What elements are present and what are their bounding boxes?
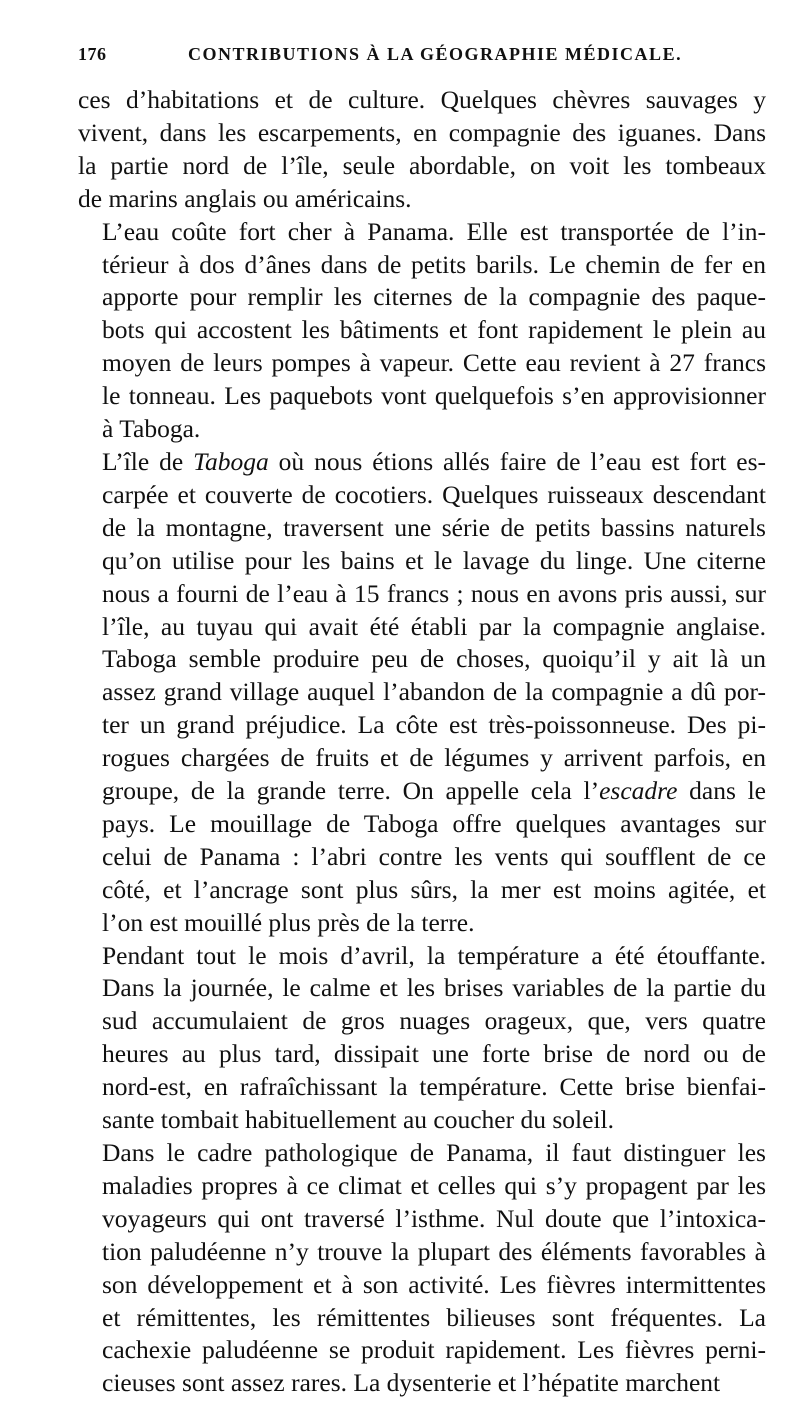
text-line: qu’on utilise pour les bains et le lavage du linge. Une citerne [102, 545, 766, 575]
running-title: CONTRIBUTIONS À LA GÉOGRAPHIE MÉDICALE. [188, 44, 683, 64]
text-line: côté, et l’ancrage sont plus sûrs, la mer est moins agitée, et [102, 874, 766, 904]
paragraph [78, 216, 766, 446]
text-line: bots qui accostent les bâtiments et font rapidement le plein au [102, 315, 766, 345]
text-line: nord-est, en rafraîchissant la température. Cette brise bienfai- [102, 1072, 766, 1102]
text-line: Dans la journée, le calme et les brises variables de la partie du [102, 973, 766, 1003]
text-line: voyageurs qui ont traversé l’isthme. Nul doute que l’intoxica- [102, 1203, 766, 1233]
text-line: ter un grand préjudice. La côte est très-poissonneuse. Des pi- [102, 710, 766, 740]
text-line: celui de Panama : l’abri contre les vents qui soufflent de ce [102, 841, 766, 871]
text-line: pays. Le mouillage de Taboga offre quelques avantages sur [102, 808, 766, 838]
text-line: apporte pour remplir les citernes de la compagnie des paque- [102, 282, 766, 312]
text-line: ces d’habitations et de culture. Quelques chèvres sauvages y [78, 85, 766, 114]
text-line: tion paludéenne n’y trouve la plupart des éléments favorables à [102, 1236, 766, 1266]
text-line: carpée et couverte de cocotiers. Quelques ruisseaux descendant [102, 479, 766, 509]
text-line: moyen de leurs pompes à vapeur. Cette eau revient à 27 francs [102, 348, 766, 378]
text-line: groupe, de la grande terre. On appelle cela l’escadre dans le [102, 776, 766, 806]
text-line: de marins anglais ou américains. [78, 183, 412, 213]
page-header [78, 44, 766, 80]
text-line: Taboga semble produire peu de choses, quoiqu’il y ait là un [102, 644, 766, 674]
text-line: à Taboga. [102, 414, 201, 444]
text-line: son développement et à son activité. Les fièvres intermittentes [102, 1269, 766, 1299]
paragraph [78, 940, 766, 1137]
text-line: Dans le cadre pathologique de Panama, il faut distinguer les [102, 1138, 766, 1167]
page-number: 176 [78, 44, 107, 64]
text-line: et rémittentes, les rémittentes bilieuses sont fréquentes. La [102, 1302, 766, 1332]
text-line: vivent, dans les escarpements, en compagnie des iguanes. Dans [78, 117, 766, 147]
text-line: Pendant tout le mois d’avril, la température a été étouffante. [102, 940, 766, 970]
text-line: L’eau coûte fort cher à Panama. Elle est transportée de l’in- [102, 216, 766, 246]
text-line: sud accumulaient de gros nuages orageux, que, vers quatre [102, 1006, 766, 1036]
text-line: assez grand village auquel l’abandon de la compagnie a dû por- [102, 677, 766, 707]
paragraph [78, 1137, 766, 1400]
paragraph [78, 446, 766, 940]
text-line: L’île de Taboga où nous étions allés faire de l’eau est fort es- [102, 446, 766, 476]
text-line: heures au plus tard, dissipait une forte brise de nord ou de [102, 1039, 766, 1069]
text-line: le tonneau. Les paquebots vont quelquefois s’en approvisionner [102, 381, 766, 411]
text-line: cieuses sont assez rares. La dysenterie et l’hépatite marchent [102, 1368, 721, 1398]
text-line: cachexie paludéenne se produit rapidement. Les fièvres perni- [102, 1335, 766, 1365]
text-line: térieur à dos d’ânes dans de petits barils. Le chemin de fer en [102, 249, 766, 279]
text-line: la partie nord de l’île, seule abordable, on voit les tombeaux [78, 150, 766, 180]
text-line: rogues chargées de fruits et de légumes y arrivent parfois, en [102, 743, 766, 773]
text-line: maladies propres à ce climat et celles qui s’y propagent par les [102, 1170, 766, 1200]
text-line: l’on est mouillé plus près de la terre. [102, 907, 475, 937]
text-line: l’île, au tuyau qui avait été établi par la compagnie anglaise. [102, 611, 766, 641]
text-line: de la montagne, traversent une série de petits bassins naturels [102, 512, 766, 542]
text-line: nous a fourni de l’eau à 15 francs ; nous en avons pris aussi, sur [102, 578, 766, 608]
body-text [78, 84, 766, 1400]
paragraph [78, 84, 766, 216]
text-line: sante tombait habituellement au coucher du soleil. [102, 1105, 614, 1135]
